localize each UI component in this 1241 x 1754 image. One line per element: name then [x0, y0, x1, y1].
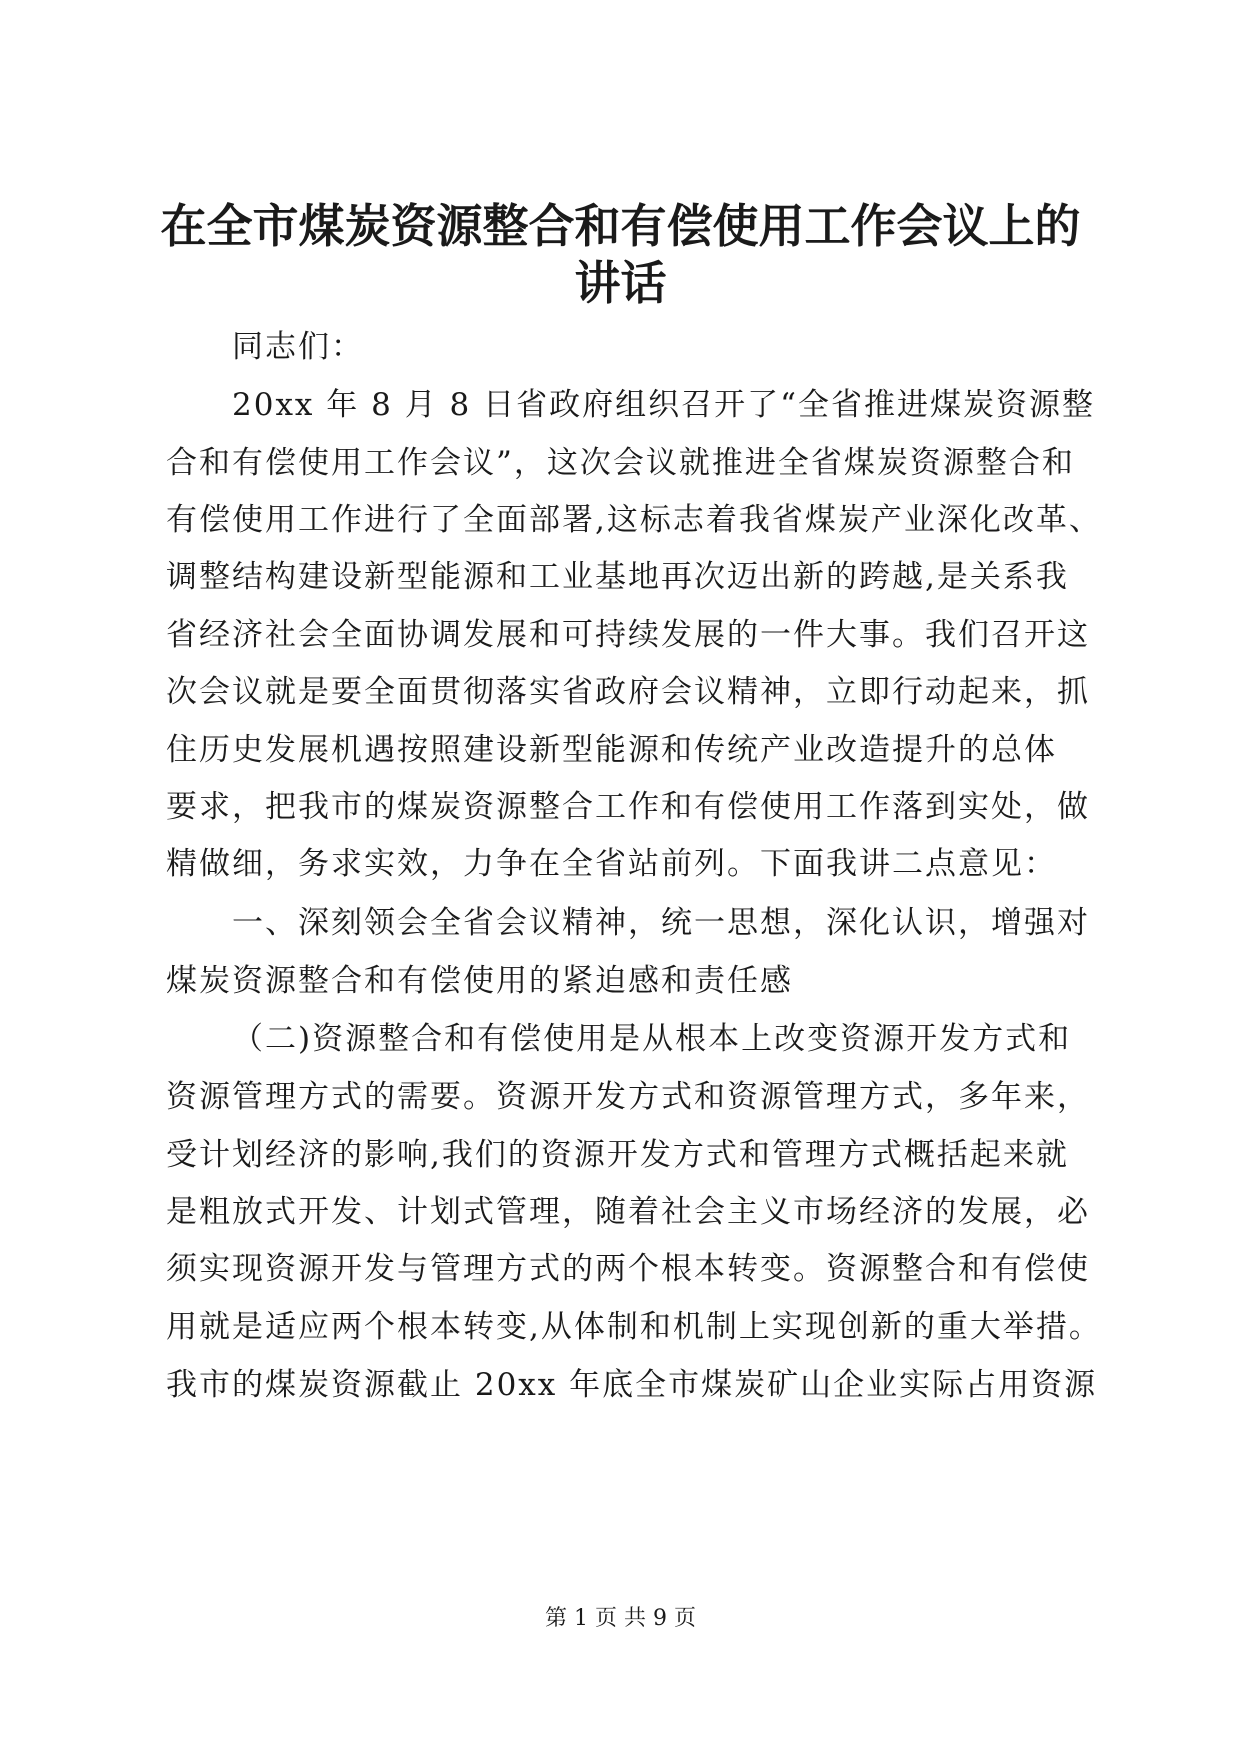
section-heading-line: 一、深刻领会全省会议精神，统一思想，深化认识，增强对 [232, 905, 1090, 941]
paragraph-line: 我市的煤炭资源截止 20xx 年底全市煤炭矿山企业实际占用资源 [166, 1367, 1098, 1403]
paragraph-line: 有偿使用工作进行了全面部署,这标志着我省煤炭产业深化改革、 [166, 502, 1102, 538]
paragraph-line: 省经济社会全面协调发展和可持续发展的一件大事。我们召开这 [166, 617, 1090, 653]
paragraph-line: 资源管理方式的需要。资源开发方式和资源管理方式，多年来， [166, 1079, 1090, 1115]
paragraph-line: 次会议就是要全面贯彻落实省政府会议精神，立即行动起来，抓 [166, 674, 1090, 710]
paragraph-line: 住历史发展机遇按照建设新型能源和传统产业改造提升的总体 [166, 732, 1057, 768]
document-title-line-2: 讲话 [574, 256, 667, 310]
paragraph-line: 精做细，务求实效，力争在全省站前列。下面我讲二点意见： [166, 846, 1057, 882]
page-number: 第 1 页 共 9 页 [545, 1606, 696, 1631]
paragraph-line: 20xx 年 8 月 8 日省政府组织召开了“全省推进煤炭资源整 [232, 387, 1095, 423]
paragraph-line: 受计划经济的影响,我们的资源开发方式和管理方式概括起来就 [166, 1137, 1069, 1173]
paragraph-line: 合和有偿使用工作会议”，这次会议就推进全省煤炭资源整合和 [166, 445, 1075, 481]
paragraph-line: 须实现资源开发与管理方式的两个根本转变。资源整合和有偿使 [166, 1251, 1090, 1287]
paragraph-line: （二)资源整合和有偿使用是从根本上改变资源开发方式和 [232, 1021, 1072, 1057]
paragraph-line: 调整结构建设新型能源和工业基地再次迈出新的跨越,是关系我 [166, 559, 1069, 595]
section-heading-line: 煤炭资源整合和有偿使用的紧迫感和责任感 [166, 963, 793, 999]
paragraph-line: 用就是适应两个根本转变,从体制和机制上实现创新的重大举措。 [166, 1309, 1102, 1345]
salutation: 同志们： [232, 329, 364, 365]
paragraph-line: 是粗放式开发、计划式管理，随着社会主义市场经济的发展，必 [166, 1194, 1090, 1230]
paragraph-line: 要求，把我市的煤炭资源整合工作和有偿使用工作落到实处，做 [166, 789, 1090, 825]
document-title-line-1: 在全市煤炭资源整合和有偿使用工作会议上的 [160, 199, 1081, 253]
